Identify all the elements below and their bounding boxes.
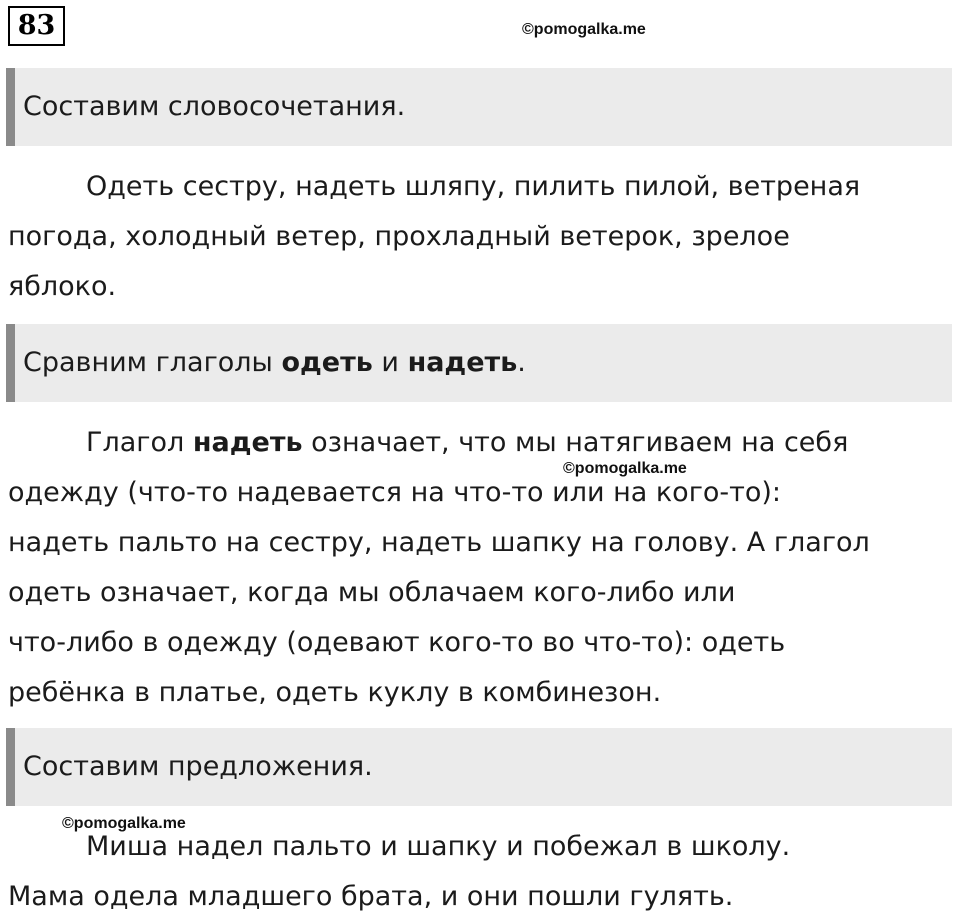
section-header-sentences-text: Составим предложения. — [23, 751, 373, 782]
paragraph-line: яблоко. — [8, 271, 117, 302]
header-verb-nadet: надеть — [407, 347, 518, 378]
section-header-phrases-text: Составим словосочетания. — [23, 91, 406, 122]
line-rest: означает, что мы натягиваем на себя — [302, 427, 849, 458]
paragraph-line: погода, холодный ветер, прохладный ветерок, зрелое — [8, 221, 790, 252]
watermark-top: ©pomogalka.me — [522, 21, 646, 38]
header-verb-odet: одеть — [281, 347, 373, 378]
paragraph-line: одеть означает, когда мы облачаем кого-либо или — [8, 577, 736, 608]
header-text-suffix: . — [517, 347, 526, 378]
paragraph-line: Одеть сестру, надеть шляпу, пилить пилой, ветреная — [86, 171, 861, 202]
paragraph-line: Мама одела младшего брата, и они пошли гулять. — [8, 881, 734, 912]
paragraph-verbs — [8, 418, 952, 718]
paragraph-line: Миша надел пальто и шапку и побежал в школу. — [86, 831, 791, 862]
paragraph-line: что-либо в одежду (одевают кого-то во что-то): одеть — [8, 627, 786, 658]
section-header-sentences — [6, 728, 952, 806]
watermark-bottom: ©pomogalka.me — [62, 815, 186, 832]
watermark-middle: ©pomogalka.me — [563, 460, 687, 477]
paragraph-sentences — [8, 822, 952, 922]
paragraph-line: одежду (что-то надевается на что-то или на кого-то): — [8, 477, 782, 508]
task-number: 83 — [8, 6, 65, 46]
header-text-mid: и — [372, 347, 408, 378]
line-prefix: Глагол — [86, 427, 193, 458]
paragraph-phrases — [8, 162, 952, 312]
section-header-verbs — [6, 324, 952, 402]
section-header-phrases — [6, 68, 952, 146]
paragraph-line: надеть пальто на сестру, надеть шапку на голову. А глагол — [8, 527, 870, 558]
header-text-prefix: Сравним глаголы — [23, 347, 282, 378]
paragraph-line — [8, 418, 952, 468]
line-bold-verb: надеть — [192, 427, 303, 458]
paragraph-line: ребёнка в платье, одеть куклу в комбинезон. — [8, 677, 662, 708]
